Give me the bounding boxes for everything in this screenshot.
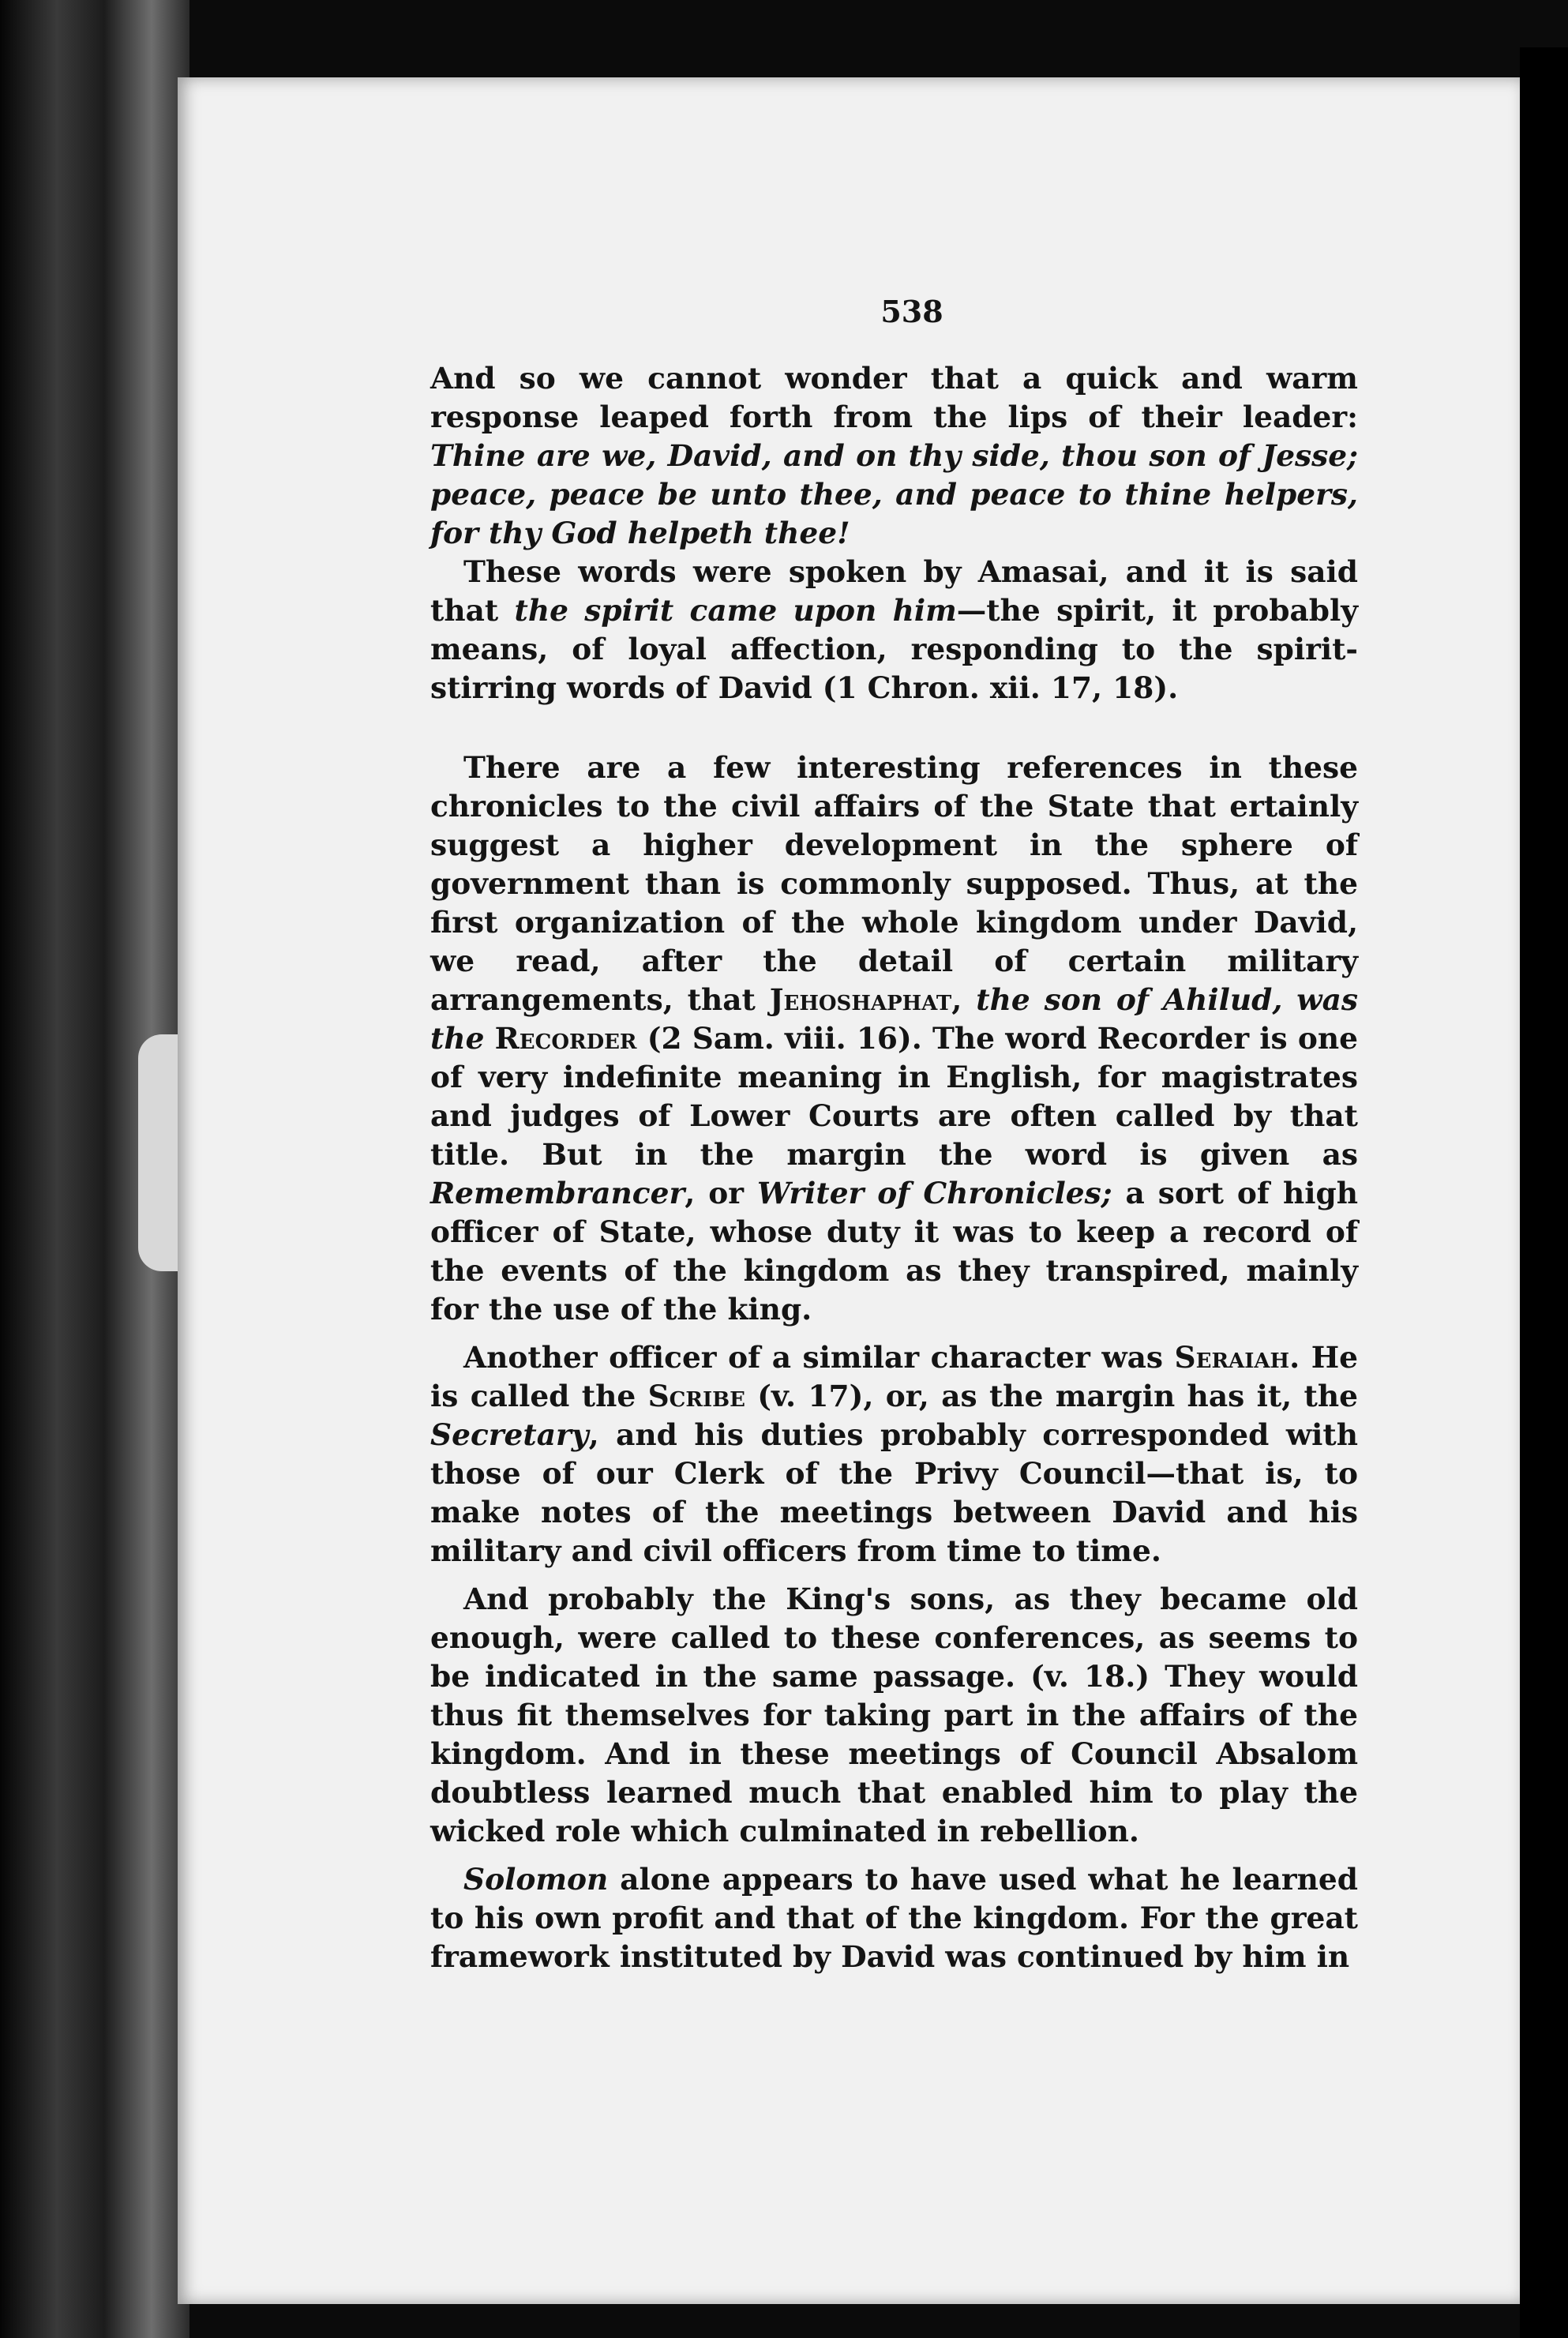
paragraph-5: And probably the King's sons, as they became old enough, were called to these conferences, as seems to be indicated in the same passage. (v. 18.) They would thus fit themselves for taking part in the affairs of the kingdom. And in these meetings of Council Absalom doubtless learned much that enabled him to play the wicked role which culminated in rebellion.: [430, 1582, 1358, 1848]
paragraph-1: And so we cannot wonder that a quick and warm response leaped forth from the lips of their leader: Thine are we, David, and on thy side, thou son of Jesse; peace, peace be unto thee, and peace to thine helpers, for thy God helpeth thee!: [430, 361, 1358, 550]
paragraph-6: Solomon alone appears to have used what he learned to his own profit and that of the kingdom. For the great framework instituted by David was continued by him in: [430, 1862, 1358, 1974]
body-text: [430, 359, 1358, 1976]
paragraph-2: These words were spoken by Amasai, and it is said that the spirit came upon him—the spirit, it probably means, of loyal affection, responding to the spirit-stirring words of David (1 Chron. xii. 17, 18).: [430, 554, 1358, 705]
paragraph-4: Another officer of a similar character was Seraiah. He is called the Scribe (v. 17), or, as the margin has it, the Secretary, and his duties probably corresponded with those of our Clerk of the Privy Council—that is, to make notes of the meetings between David and his military and civil officers from time to time.: [430, 1340, 1358, 1568]
paragraph-3: There are a few interesting references in these chronicles to the civil affairs of the State that ertainly suggest a higher development in the sphere of government than is commonly supposed. Thus, at the first organization of the whole kingdom under David, we read, after the detail of certain military arrangements, that Jehoshaphat, the son of Ahilud, was the Recorder (2 Sam. viii. 16). The word Recorder is one of very indefinite meaning in English, for magistrates and judges of Lower Courts are often called by that title. But in the margin the word is given as Remembrancer, or Writer of Chronicles; a sort of high officer of State, whose duty it was to keep a record of the events of the kingdom as they transpired, mainly for the use of the king.: [430, 750, 1358, 1327]
page-number: 538: [880, 294, 943, 329]
scan-border: [1520, 47, 1568, 2338]
